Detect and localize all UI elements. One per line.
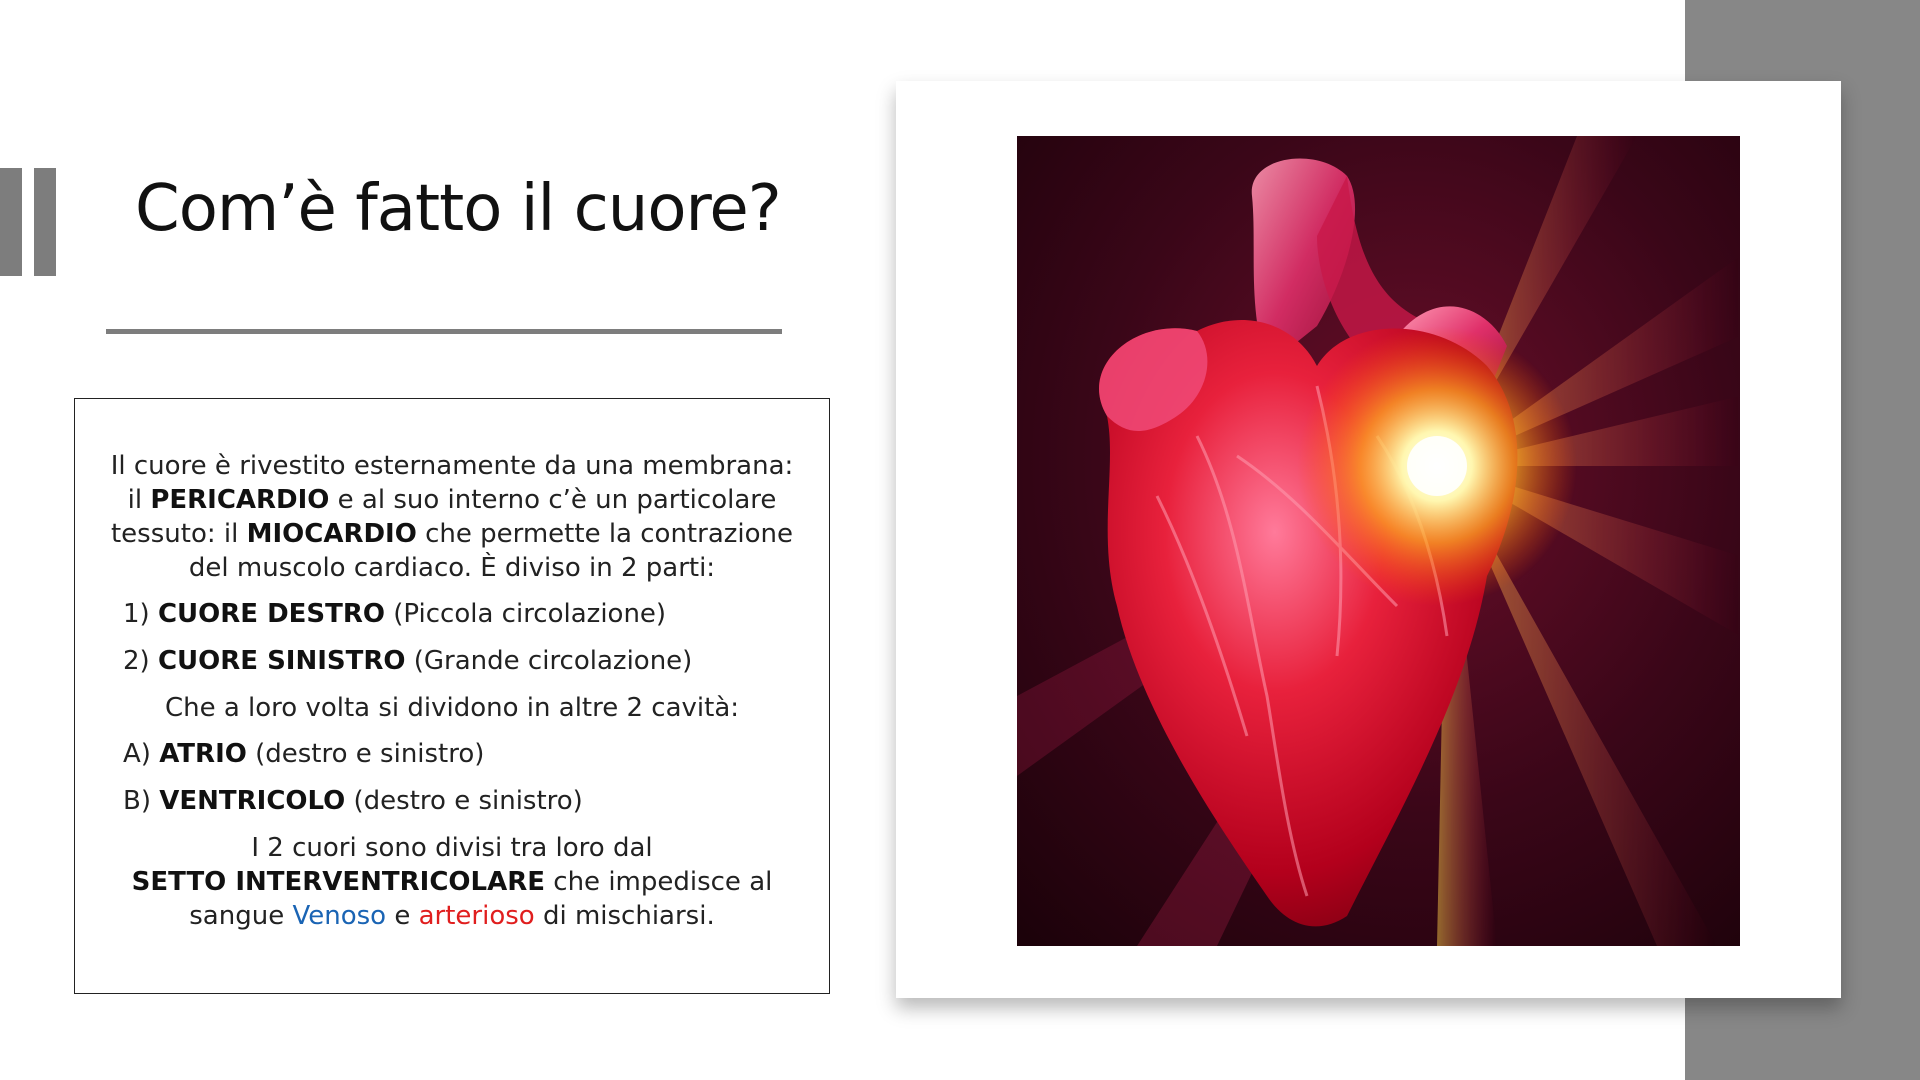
outro-text-3b: e [386, 901, 419, 931]
intro-text-2a: il [127, 485, 151, 515]
title-underline [106, 329, 782, 334]
intro-line-2 [75, 483, 829, 517]
term-arterioso: arterioso [418, 901, 535, 931]
term-pericardio: PERICARDIO [150, 485, 330, 515]
intro-line-3 [75, 517, 829, 551]
list-text-a: (destro e sinistro) [246, 739, 485, 769]
outro-text-1: I 2 cuori sono divisi tra loro dal [251, 833, 653, 863]
intro-text-3a: tessuto: il [110, 519, 247, 549]
outro-line-2 [75, 865, 829, 899]
term-cuore-sinistro: CUORE SINISTRO [157, 646, 406, 676]
slide-title: Com’è fatto il cuore? [135, 172, 781, 246]
list-number-2: 2) [123, 646, 158, 676]
intro-text-2c: e al suo interno c’è un particolare [329, 485, 777, 515]
outro-text-2: che impedisce al [545, 867, 773, 897]
intro-text-4: del muscolo cardiaco. È diviso in 2 parti: [188, 553, 716, 583]
subdivide-text: Che a loro volta si dividono in altre 2 cavità: [164, 693, 740, 723]
list-text-b: (destro e sinistro) [345, 786, 583, 816]
content-textbox [74, 398, 830, 994]
heart-image [1017, 136, 1740, 946]
heart-illustration [1017, 136, 1740, 946]
term-setto-interventricolare: SETTO INTERVENTRICOLARE [131, 867, 546, 897]
list-item-a [123, 737, 484, 771]
term-cuore-destro: CUORE DESTRO [157, 599, 386, 629]
title-accent-bar-right [34, 168, 56, 276]
outro-text-3a: sangue [189, 901, 293, 931]
outro-text-3c: di mischiarsi. [534, 901, 715, 931]
subdivide-line [75, 691, 829, 725]
list-letter-a: A) [123, 739, 160, 769]
term-ventricolo: VENTRICOLO [159, 786, 346, 816]
list-item-2 [123, 644, 692, 678]
intro-line-1 [75, 449, 829, 483]
term-venoso: Venoso [292, 901, 387, 931]
term-atrio: ATRIO [159, 739, 247, 769]
image-card [896, 81, 1841, 998]
list-text-2: (Grande circolazione) [405, 646, 693, 676]
term-miocardio: MIOCARDIO [246, 519, 417, 549]
list-text-1: (Piccola circolazione) [385, 599, 667, 629]
list-number-1: 1) [123, 599, 158, 629]
intro-line-4 [75, 551, 829, 585]
list-letter-b: B) [123, 786, 160, 816]
intro-text-3c: che permette la contrazione [416, 519, 794, 549]
list-item-b [123, 784, 583, 818]
title-accent-bar-left [0, 168, 22, 276]
intro-text-1: Il cuore è rivestito esternamente da una membrana: [110, 451, 794, 481]
list-item-1 [123, 597, 666, 631]
outro-line-1 [75, 831, 829, 865]
outro-line-3 [75, 899, 829, 933]
